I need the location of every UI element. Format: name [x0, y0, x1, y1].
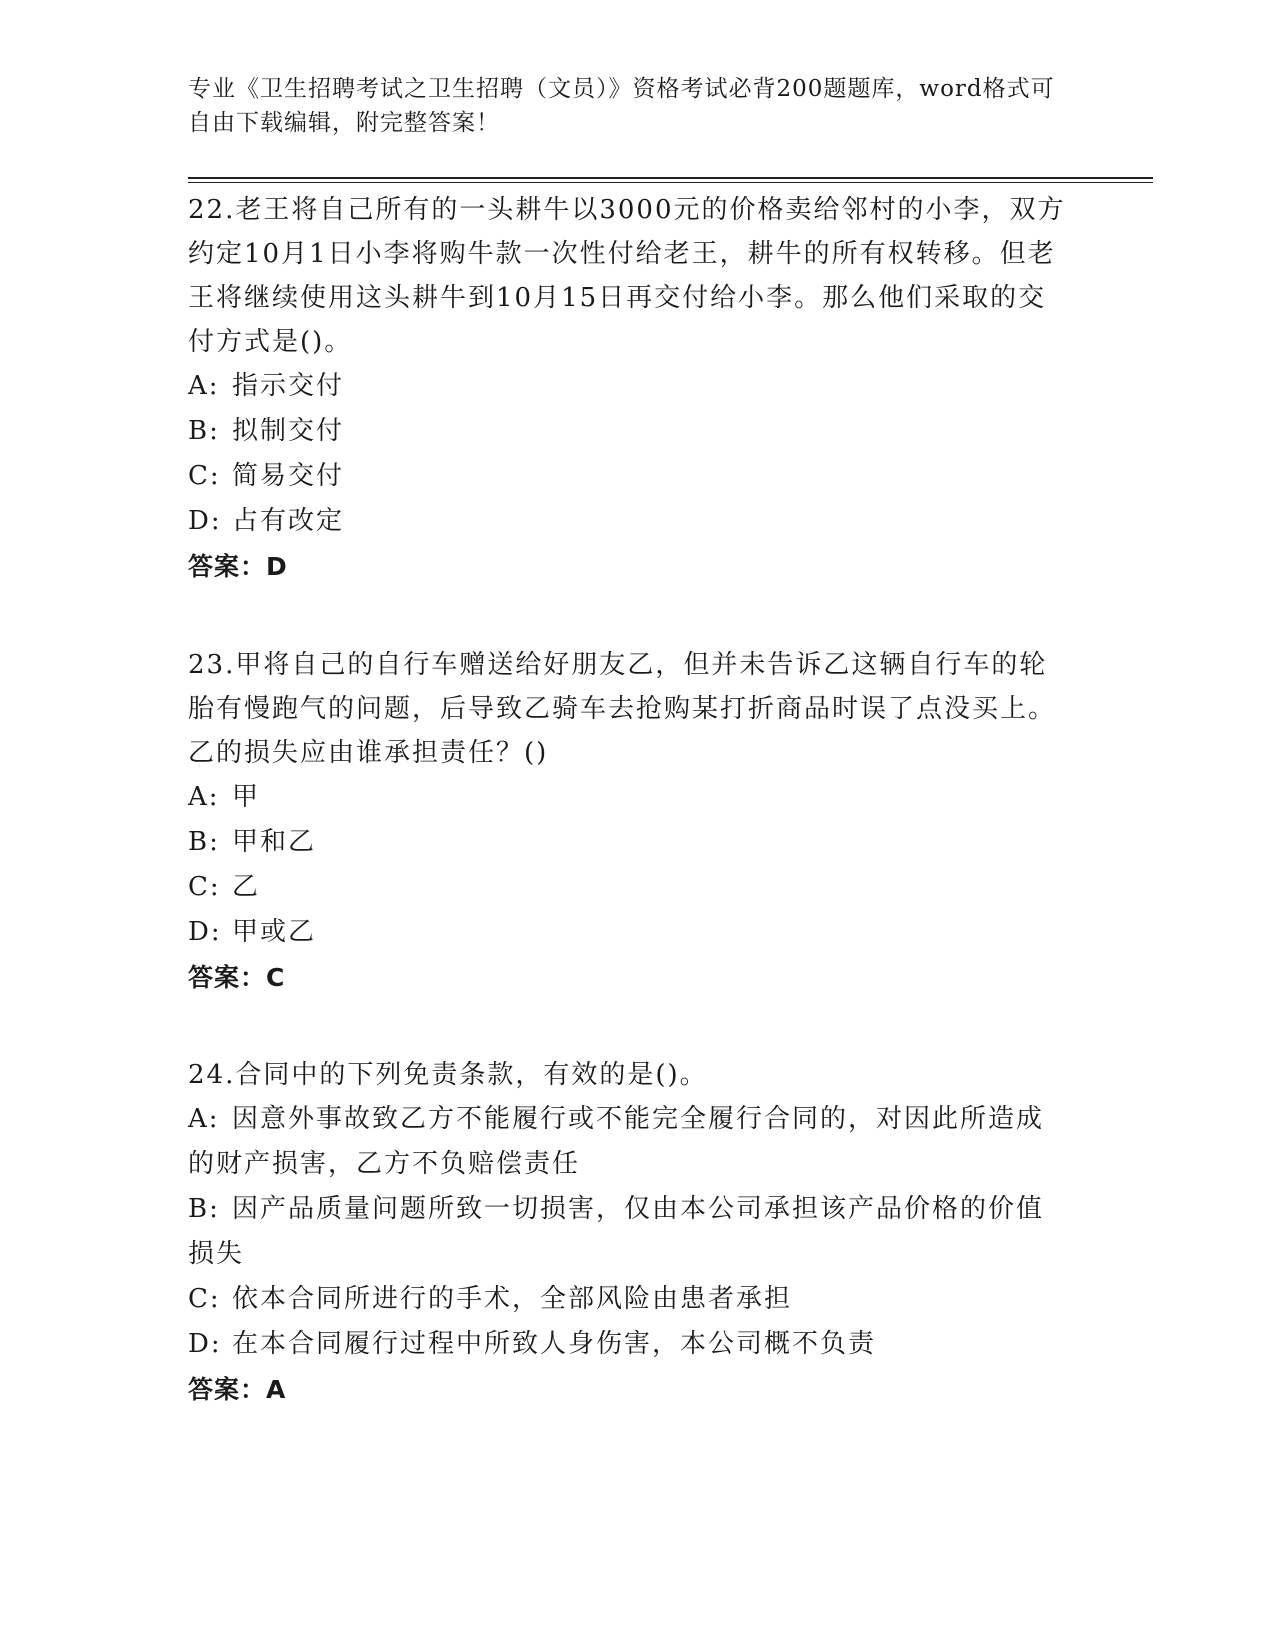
- option-d: [188, 910, 1068, 955]
- answer-line: 答案：A: [188, 1375, 287, 1404]
- option-c: [188, 1277, 1068, 1322]
- option-key: D:: [188, 506, 222, 536]
- option-key: C:: [188, 461, 221, 491]
- header-divider-thin: [188, 182, 1153, 183]
- option-text: 在本合同履行过程中所致人身伤害，本公司概不负责: [232, 1329, 877, 1359]
- question-24: [188, 1053, 1068, 1413]
- document-header: 专业《卫生招聘考试之卫生招聘（文员）》资格考试必背200题题库，word格式可自由下载编辑，附完整答案！: [188, 76, 1055, 136]
- option-key: C:: [188, 1284, 221, 1314]
- option-b: [188, 409, 1068, 454]
- option-d: [188, 499, 1068, 544]
- option-text: 占有改定: [232, 506, 345, 536]
- question-stem: 22.老王将自己所有的一头耕牛以3000元的价格卖给邻村的小李，双方约定10月1日小李将购牛款一次性付给老王，耕牛的所有权转移。但老王将继续使用这头耕牛到10月15日再交付给小李。那么他们采取的交付方式是()。: [188, 195, 1066, 357]
- option-c: [188, 865, 1068, 910]
- option-text: 甲和乙: [232, 827, 317, 857]
- option-c: [188, 454, 1068, 499]
- question-stem: 23.甲将自己的自行车赠送给好朋友乙，但并未告诉乙这辆自行车的轮胎有慢跑气的问题，后导致乙骑车去抢购某打折商品时误了点没买上。乙的损失应由谁承担责任？(): [188, 650, 1057, 768]
- option-a: [188, 775, 1068, 820]
- option-text: 甲或乙: [232, 917, 317, 947]
- option-a: [188, 364, 1068, 409]
- option-d: [188, 1322, 1068, 1367]
- option-key: C:: [188, 872, 221, 902]
- option-text: 拟制交付: [232, 416, 345, 446]
- option-key: B:: [188, 416, 220, 446]
- header-divider-thick: [188, 177, 1153, 179]
- option-key: D:: [188, 917, 222, 947]
- question-stem: 24.合同中的下列免责条款，有效的是()。: [188, 1060, 708, 1090]
- option-text: 依本合同所进行的手术，全部风险由患者承担: [232, 1284, 793, 1314]
- option-key: A:: [188, 1104, 220, 1134]
- option-text: 因产品质量问题所致一切损害，仅由本公司承担该产品价格的价值损失: [188, 1194, 1045, 1269]
- question-23: [188, 643, 1068, 1001]
- option-text: 甲: [232, 782, 261, 812]
- option-b: [188, 820, 1068, 865]
- option-key: D:: [188, 1329, 222, 1359]
- option-text: 指示交付: [232, 371, 345, 401]
- option-text: 简易交付: [232, 461, 345, 491]
- option-text: 因意外事故致乙方不能履行或不能完全履行合同的，对因此所造成的财产损害，乙方不负赔偿责任: [188, 1104, 1045, 1179]
- option-text: 乙: [232, 872, 261, 902]
- option-key: A:: [188, 782, 220, 812]
- question-22: [188, 188, 1068, 590]
- option-key: B:: [188, 1194, 220, 1224]
- answer-line: 答案：C: [188, 963, 286, 992]
- option-key: A:: [188, 371, 220, 401]
- option-a: [188, 1097, 1068, 1187]
- answer-line: 答案：D: [188, 552, 288, 581]
- option-b: [188, 1187, 1068, 1277]
- option-key: B:: [188, 827, 220, 857]
